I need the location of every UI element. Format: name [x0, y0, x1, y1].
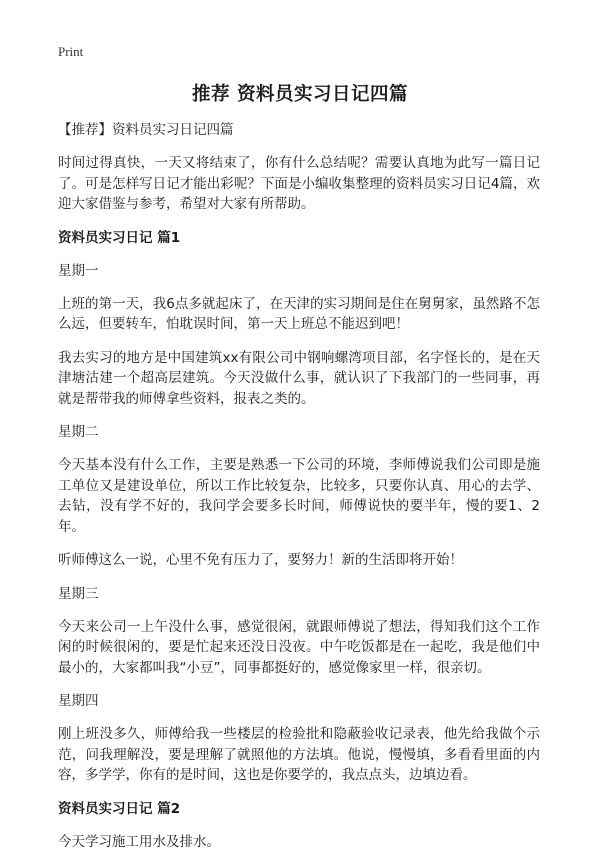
- thursday-paragraph-1: 刚上班没多久，师傅给我一些楼层的检验批和隐蔽验收记录表，他先给我做个示范，问我理解没，要是理解了就照他的方法填。他说，慢慢填，多看看里面的内容，多学学，你有的是时间，这也是你要学的，我点点头，边填边看。: [58, 726, 540, 783]
- section2-paragraph-1: 今天学习施工用水及排水。: [58, 833, 220, 850]
- day-label-thursday: 星期四: [58, 693, 99, 709]
- monday-paragraph-2: 我去实习的地方是中国建筑xx有限公司中钢响螺湾项目部，名字怪长的，是在天津塘沽建一个超高层建筑。今天没做什么事，就认识了下我部门的一些同事，再就是帮带我的师傅拿些资料，报表之类的。: [58, 349, 540, 407]
- intro-paragraph: 时间过得真快，一天又将结束了，你有什么总结呢？需要认真地为此写一篇日记了。可是怎样写日记才能出彩呢？下面是小编收集整理的资料员实习日记4篇，欢迎大家借鉴与参考，希望对大家有所帮助。: [58, 155, 540, 212]
- wednesday-paragraph-1: 今天来公司一上午没什么事，感觉很闲，就跟师傅说了想法，得知我们这个工作闲的时候很闲的，要是忙起来还没日没夜。中午吃饭都是在一起吃，我是他们中最小的，大家都叫我“小豆”，同事都挺好的，感觉像家里一样，很亲切。: [58, 618, 540, 676]
- document-title: 推荐 资料员实习日记四篇: [192, 84, 408, 105]
- section-heading-2: 资料员实习日记 篇2: [58, 800, 181, 817]
- day-label-wednesday: 星期三: [58, 585, 99, 602]
- section-heading-1: 资料员实习日记 篇1: [58, 229, 181, 246]
- day-label-tuesday: 星期二: [58, 424, 99, 440]
- tuesday-paragraph-1: 今天基本没有什么工作，主要是熟悉一下公司的环境，李师傅说我们公司即是施工单位又是建设单位，所以工作比较复杂，比较多，只要你认真、用心的去学、去钻，没有学不好的，我问学会要多长时间，师傅说快的要半年，慢的要1、2年。: [58, 457, 540, 535]
- document-subtitle: 【推荐】资料员实习日记四篇: [58, 122, 234, 138]
- document-body: [58, 120, 540, 865]
- print-label: Print: [58, 44, 84, 59]
- tuesday-paragraph-2: 听师傅这么一说，心里不免有压力了，要努力！新的生活即将开始！: [58, 552, 463, 568]
- day-label-monday: 星期一: [58, 262, 99, 279]
- monday-paragraph-1: 上班的第一天，我6点多就起床了，在天津的实习期间是住在舅舅家，虽然路不怎么远，但要转车，怕耽误时间，第一天上班总不能迟到吧！: [58, 295, 540, 332]
